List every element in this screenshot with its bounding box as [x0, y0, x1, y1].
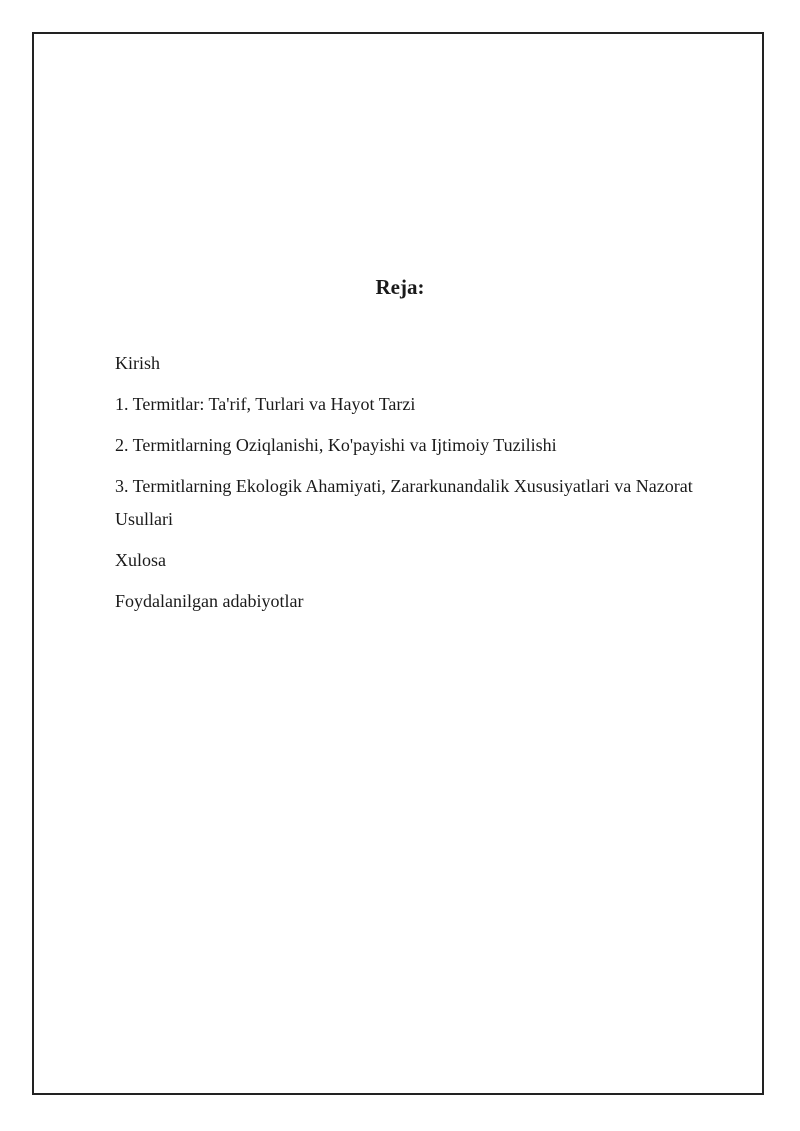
page-title: Reja: — [375, 275, 425, 299]
toc-item-references: Foydalanilgan adabiyotlar — [115, 591, 304, 611]
toc-item-conclusion: Xulosa — [115, 550, 166, 570]
toc-item-chapter-2: 2. Termitlarning Oziqlanishi, Ko'payishi va Ijtimoiy Tuzilishi — [115, 435, 557, 455]
toc-item-chapter-1: 1. Termitlar: Ta'rif, Turlari va Hayot Tarzi — [115, 394, 416, 414]
toc-item-introduction: Kirish — [115, 353, 160, 373]
table-of-contents — [115, 347, 730, 626]
toc-item-chapter-3: 3. Termitlarning Ekologik Ahamiyati, Zararkunandalik Xususiyatlari va Nazorat Usullari — [115, 476, 693, 529]
